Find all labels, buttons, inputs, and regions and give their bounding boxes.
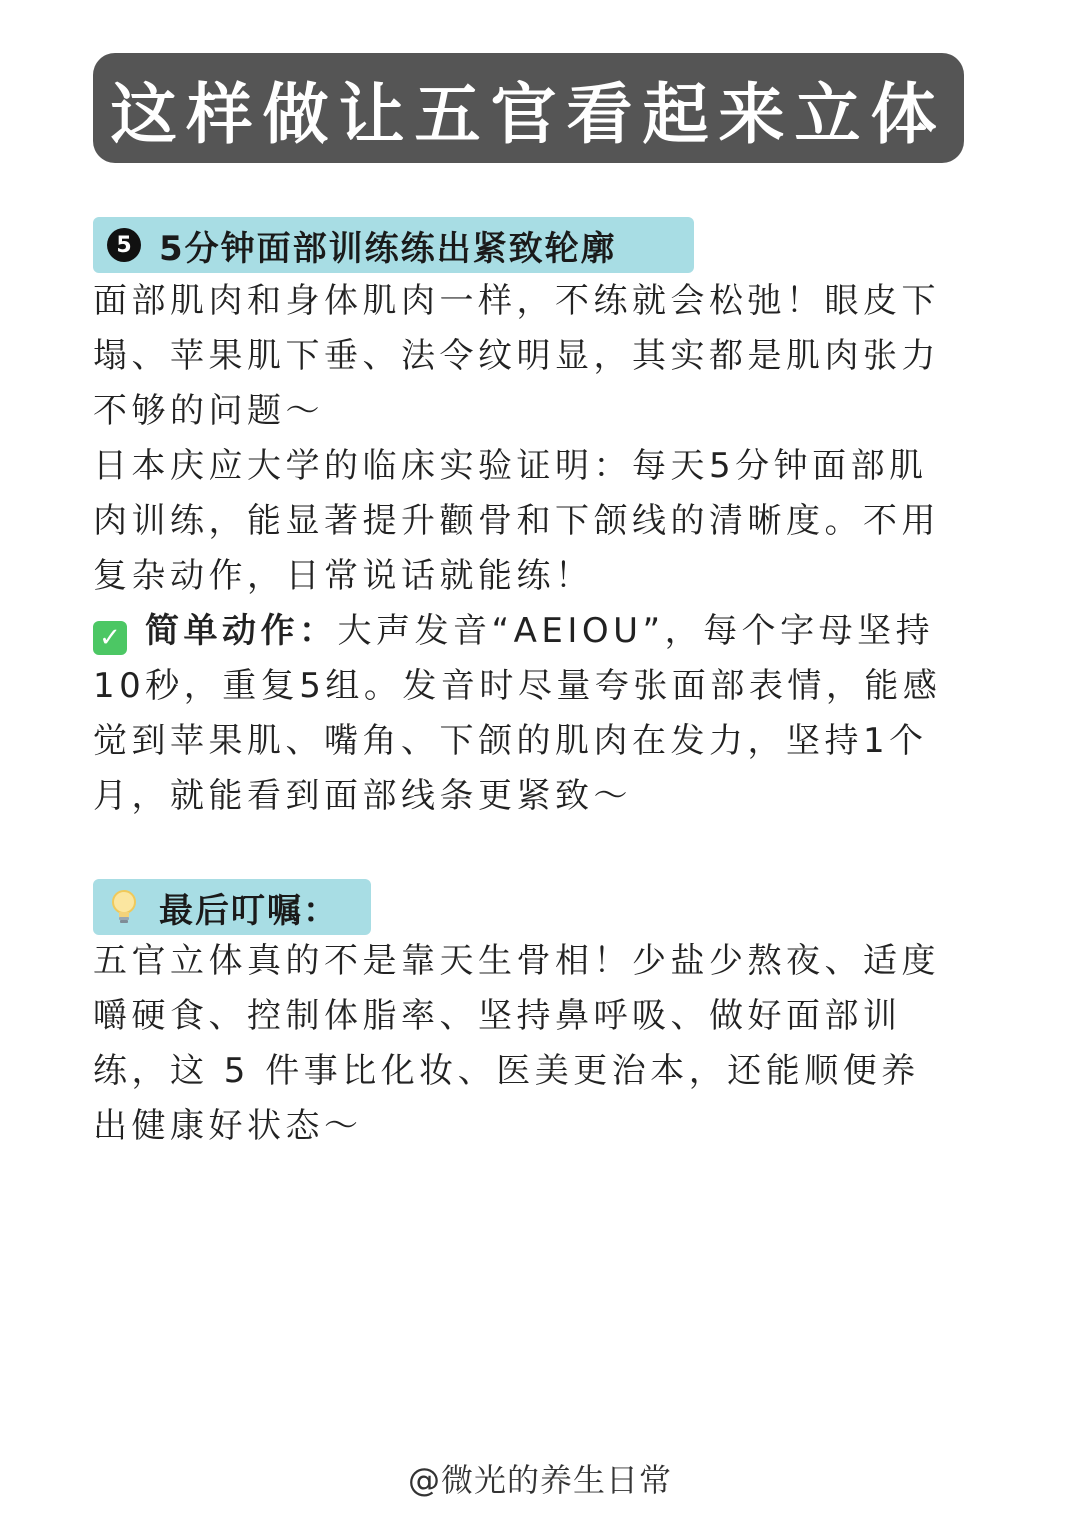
check-mark-icon: ✓ xyxy=(93,621,127,655)
author-signature: @微光的养生日常 xyxy=(407,1461,672,1499)
section-heading-tag-face-training xyxy=(93,217,694,273)
paragraph-study-evidence: 日本庆应大学的临床实验证明：每天5分钟面部肌肉训练，能显著提升颧骨和下颌线的清晰度。不用复杂动作，日常说话就能练！ xyxy=(93,446,940,596)
action-label: 简单动作： xyxy=(145,611,338,651)
section-body-face-training xyxy=(93,274,953,824)
section-heading: 最后叮嘱： xyxy=(159,890,339,931)
paragraph-simple-action xyxy=(93,604,953,824)
section-body-final-reminder xyxy=(93,934,953,1154)
title-banner xyxy=(93,53,964,163)
light-bulb-icon xyxy=(107,890,141,924)
number-five-icon: 5 xyxy=(107,228,141,262)
action-text: 大声发音“AEIOU”，每个字母坚持10秒，重复5组。发音时尽量夸张面部表情，能感觉到苹果肌、嘴角、下颌的肌肉在发力，坚持1个月，就能看到面部线条更紧致～ xyxy=(93,611,942,816)
paragraph-final-reminder: 五官立体真的不是靠天生骨相！少盐少熬夜、适度嚼硬食、控制体脂率、坚持鼻呼吸、做好面部训练，这 5 件事比化妆、医美更治本，还能顺便养出健康好状态～ xyxy=(93,941,940,1146)
page-title: 这样做让五官看起来立体 xyxy=(110,75,947,153)
section-heading: 5分钟面部训练练出紧致轮廓 xyxy=(159,228,617,269)
section-heading-tag-final-reminder xyxy=(93,879,371,935)
paragraph-muscle-intro: 面部肌肉和身体肌肉一样，不练就会松弛！眼皮下塌、苹果肌下垂、法令纹明显，其实都是肌肉张力不够的问题～ xyxy=(93,281,940,431)
